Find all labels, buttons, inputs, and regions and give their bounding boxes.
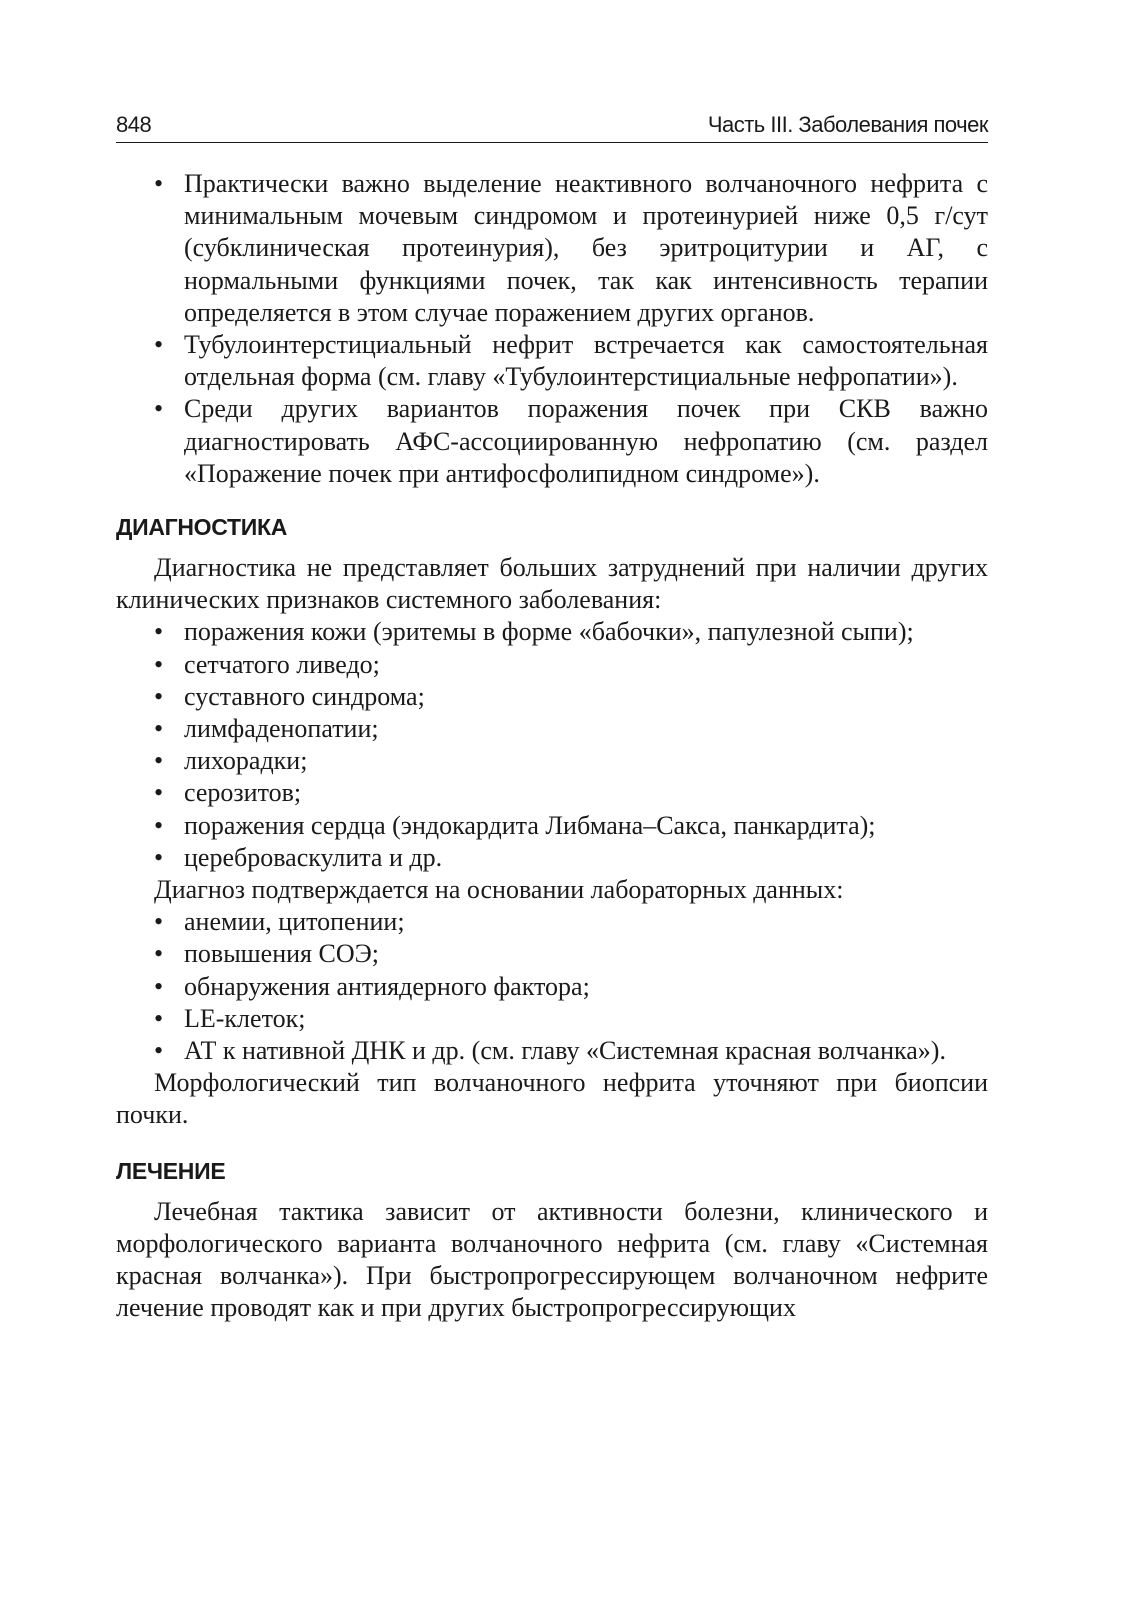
- list-item: • серозитов;: [116, 777, 988, 809]
- list-item: • АТ к нативной ДНК и др. (см. главу «Системная красная волчанка»).: [116, 1035, 988, 1067]
- lab-intro: Диагноз подтверждается на основании лабораторных данных:: [154, 875, 844, 905]
- lab-signs-list: [116, 906, 988, 1067]
- running-title: Часть III. Заболевания почек: [707, 112, 988, 137]
- page-number: 848: [116, 112, 152, 137]
- clinical-signs-list: [116, 616, 988, 874]
- list-item: • суставного синдрома;: [116, 681, 988, 713]
- list-item: • повышения СОЭ;: [116, 938, 988, 970]
- section-heading-diagnostics: ДИАГНОСТИКА: [116, 514, 288, 541]
- list-item: • Практически важно выделение неактивного волчаночного нефрита с минимальным мочевым синдромом и протеинурией ниже 0,5 г/сут (субклиническая протеинурия), без эритроцитурии и АГ, с нормальными функциями почек, так как интенсивность терапии определяется в этом случае поражением других органов.: [116, 168, 988, 329]
- list-item: • поражения сердца (эндокардита Либмана–Сакса, панкардита);: [116, 810, 988, 842]
- list-item: • сетчатого ливедо;: [116, 649, 988, 681]
- list-item: • Среди других вариантов поражения почек при СКВ важно диагностировать АФС-ассоциированную нефропатию (см. раздел «Поражение почек при антифосфолипидном синдроме»).: [116, 393, 988, 490]
- section-heading-treatment: ЛЕЧЕНИЕ: [116, 1157, 226, 1184]
- list-item: • анемии, цитопении;: [116, 906, 988, 938]
- list-item: • обнаружения антиядерного фактора;: [116, 971, 988, 1003]
- running-header: [116, 110, 988, 143]
- diagnostics-conclusion: Морфологический тип волчаночного нефрита уточняют при биопсии почки.: [116, 1068, 988, 1130]
- list-item: • цереброваскулита и др.: [116, 842, 988, 874]
- page-content: [116, 168, 988, 1325]
- intro-bullet-list: [116, 168, 988, 490]
- list-item: • лихорадки;: [116, 745, 988, 777]
- diagnostics-intro: Диагностика не представляет больших затруднений при наличии других клинических признаков системного заболевания:: [116, 553, 988, 615]
- list-item: • поражения кожи (эритемы в форме «бабочки», папулезной сыпи);: [116, 616, 988, 648]
- list-item: • Тубулоинтерстициальный нефрит встречается как самостоятельная отдельная форма (см. главу «Тубулоинтерстициальные нефропатии»).: [116, 329, 988, 393]
- treatment-paragraph: Лечебная тактика зависит от активности болезни, клинического и морфологического варианта волчаночного нефрита (см. главу «Системная красная волчанка»). При быстропрогрессирующем волчаночном нефрите лечение проводят как и при других быстропрогрессирующих: [116, 1196, 988, 1323]
- list-item: • LE-клеток;: [116, 1003, 988, 1035]
- list-item: • лимфаденопатии;: [116, 713, 988, 745]
